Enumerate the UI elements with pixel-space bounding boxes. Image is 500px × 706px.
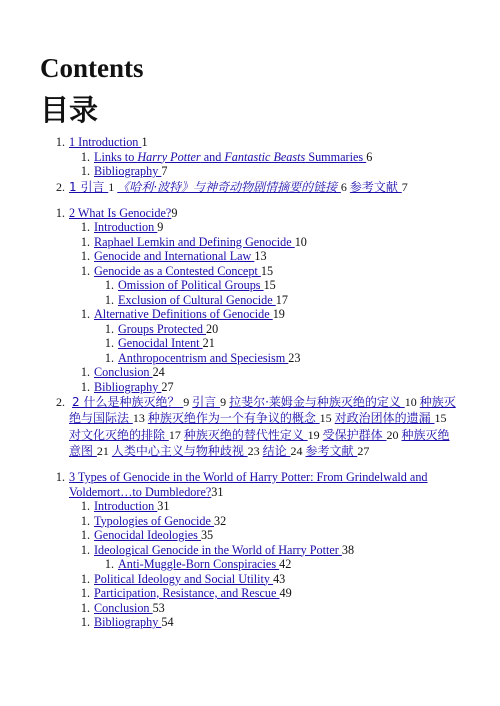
list-number: 1. — [80, 220, 90, 235]
list-number: 1. — [104, 278, 114, 293]
list-number: 1. — [80, 528, 90, 543]
toc-link[interactable]: Anti-Muggle-Born Conspiracies — [118, 557, 280, 572]
page-number: 9 — [157, 220, 164, 235]
toc-link-cn[interactable]: 《哈利·波特》与神奇动物剧情摘要的链接 — [117, 179, 341, 194]
toc-link-chapter-1[interactable]: 1 Introduction — [69, 135, 142, 149]
toc-link-cn[interactable]: 引言 — [192, 395, 221, 410]
list-number: 2. — [56, 179, 65, 194]
list-number: 1. — [80, 542, 90, 557]
toc-link-chapter-3[interactable]: 3 Types of Genocide in the World of Harry Potter: From Grindelwald and Voldemort…to Dumbledore? — [69, 470, 428, 499]
page-number: 15 — [260, 263, 274, 278]
link-text: Summaries — [305, 149, 367, 164]
list-number: 1. — [80, 586, 90, 601]
toc-link[interactable]: Political Ideology and Social Utility — [94, 571, 274, 586]
page-number: 19 — [307, 427, 320, 442]
page-number: 13 — [254, 249, 267, 264]
page-number: 21 — [96, 443, 109, 458]
page-number: 13 — [132, 411, 145, 426]
page-number: 10 — [404, 395, 417, 410]
list-number: 1. — [104, 336, 114, 351]
list-number: 1. — [80, 499, 90, 514]
page-number: 31 — [157, 499, 170, 514]
list-number: 1. — [80, 234, 90, 249]
page-number: 49 — [279, 586, 292, 601]
toc-entry — [40, 322, 460, 337]
toc-link-bibliography[interactable]: Bibliography — [94, 164, 162, 178]
toc-link[interactable]: Bibliography — [94, 615, 162, 630]
toc-entry — [40, 499, 460, 514]
toc-link-cn[interactable]: 种族灭绝意图 — [69, 427, 450, 458]
toc-entry — [40, 528, 460, 543]
list-number: 1. — [80, 307, 90, 322]
page-number: 20 — [206, 321, 219, 336]
list-number: 1. — [80, 149, 90, 164]
link-text-italic: Harry Potter — [137, 149, 201, 164]
toc-link-cn[interactable]: 种族灭绝的替代性定义 — [183, 427, 308, 442]
list-number: 1. — [80, 571, 90, 586]
toc-link-chapter-2[interactable]: 2 What Is Genocide? — [69, 205, 172, 220]
page-number: 24 — [290, 443, 303, 458]
toc-link[interactable]: Omission of Political Groups — [118, 278, 264, 293]
page-number: 20 — [386, 427, 399, 442]
list-number: 1. — [104, 350, 114, 365]
page-number: 27 — [357, 443, 370, 458]
list-number: 1. — [80, 263, 90, 278]
list-number: 2. — [56, 395, 65, 410]
contents-page — [40, 52, 460, 630]
page-number: 19 — [272, 307, 285, 322]
toc-link[interactable]: Bibliography — [94, 379, 162, 394]
toc-link[interactable]: Participation, Resistance, and Rescue — [94, 586, 280, 601]
toc-entry — [40, 249, 460, 264]
page-number: 21 — [202, 336, 215, 351]
toc-link[interactable]: Exclusion of Cultural Genocide — [118, 292, 276, 307]
toc-link-cn[interactable]: 对文化灭绝的排除 — [69, 427, 169, 442]
list-number: 1. — [80, 379, 90, 394]
toc-link[interactable]: Genocide as a Contested Concept — [94, 263, 261, 278]
page-number: 38 — [341, 542, 355, 557]
toc-chapter-1 — [40, 135, 460, 150]
list-number: 1. — [80, 164, 90, 178]
toc-link-cn[interactable]: 受保护群体 — [322, 427, 387, 442]
page-number: 53 — [152, 600, 165, 615]
page-number: 6 — [340, 179, 347, 194]
toc-link-cn[interactable]: 对政治团体的遗漏 — [334, 411, 435, 426]
toc-link[interactable]: Genocide and International Law — [94, 249, 255, 264]
table-of-contents — [40, 135, 460, 630]
page-number: 1 — [108, 179, 115, 194]
spacer — [40, 459, 460, 470]
page-number: 24 — [152, 365, 165, 380]
page-number: 15 — [263, 278, 276, 293]
page-number: 9 — [171, 205, 178, 220]
page-number: 32 — [213, 513, 227, 528]
toc-entry — [40, 380, 460, 395]
page-number: 42 — [279, 557, 292, 572]
toc-entry — [40, 307, 460, 322]
toc-link[interactable]: Introduction — [94, 499, 158, 514]
list-number: 1. — [104, 557, 114, 572]
toc-link-cn[interactable]: 结论 — [262, 443, 291, 458]
toc-entry — [40, 293, 460, 308]
toc-entry — [40, 164, 460, 179]
page-number: 17 — [168, 427, 181, 442]
toc-link[interactable]: Ideological Genocide in the World of Harry Potter — [94, 542, 342, 557]
toc-link-cn[interactable]: 参考文献 — [349, 179, 402, 194]
contents-heading-chinese: 目录 — [40, 93, 99, 127]
page-number: 27 — [161, 379, 174, 394]
toc-entry — [40, 278, 460, 293]
page-number: 15 — [319, 411, 332, 426]
link-text: and — [200, 149, 225, 164]
list-number: 1. — [55, 205, 65, 220]
toc-link[interactable]: Raphael Lemkin and Defining Genocide — [94, 234, 295, 249]
toc-entry — [40, 365, 460, 380]
toc-link[interactable]: Genocidal Intent — [118, 336, 203, 351]
toc-entry — [40, 264, 460, 279]
toc-link[interactable]: Conclusion — [94, 600, 153, 615]
page-number: 31 — [211, 484, 224, 499]
toc-chapter-2-chinese — [40, 394, 460, 459]
toc-entry — [40, 514, 460, 529]
toc-entry — [40, 351, 460, 366]
link-text-italic: Fantastic Beasts — [224, 149, 306, 164]
list-number: 1. — [80, 249, 90, 264]
toc-link[interactable]: Anthropocentrism and Speciesism — [118, 350, 289, 365]
link-text: Links to — [94, 149, 138, 164]
contents-heading: Contents — [40, 53, 144, 83]
page-number: 23 — [247, 443, 260, 458]
toc-chapter-3 — [40, 470, 460, 499]
page-number: 54 — [161, 615, 174, 630]
list-number: 1. — [104, 292, 114, 307]
toc-link-cn[interactable]: 种族灭绝作为一个有争议的概念 — [147, 411, 320, 426]
page-number: 6 — [366, 149, 373, 164]
toc-entry — [40, 586, 460, 601]
toc-link-cn[interactable]: 1 引言 — [69, 179, 109, 194]
page-number: 35 — [200, 528, 214, 543]
page-number: 23 — [288, 350, 301, 365]
list-number: 1. — [55, 470, 65, 485]
toc-entry — [40, 615, 460, 630]
toc-link-cn[interactable]: 2 什么是种族灭绝？ — [72, 395, 184, 410]
list-number: 1. — [80, 365, 90, 380]
list-number: 1. — [55, 135, 65, 149]
toc-link[interactable]: Genocidal Ideologies — [94, 528, 201, 543]
spacer — [40, 195, 460, 206]
toc-entry — [40, 220, 460, 235]
page-number: 9 — [220, 395, 227, 410]
toc-entry — [40, 150, 460, 165]
toc-entry — [40, 336, 460, 351]
page-number: 7 — [401, 179, 408, 194]
toc-link-cn[interactable]: 参考文献 — [305, 443, 358, 458]
toc-entry — [40, 601, 460, 616]
toc-link[interactable]: Introduction — [94, 220, 158, 235]
toc-entry — [40, 235, 460, 250]
list-number: 1. — [104, 321, 114, 336]
page-number: 7 — [161, 164, 168, 178]
toc-link[interactable]: Typologies of Genocide — [94, 513, 214, 528]
toc-link[interactable]: Groups Protected — [118, 321, 207, 336]
page-number: 1 — [141, 135, 148, 149]
toc-link-cn[interactable]: 人类中心主义与物种歧视 — [111, 443, 248, 458]
page-number: 17 — [275, 292, 288, 307]
toc-link-cn[interactable]: 拉斐尔·莱姆金与种族灭绝的定义 — [229, 395, 405, 410]
page-number: 10 — [294, 234, 307, 249]
toc-chapter-2 — [40, 206, 460, 221]
page-number: 43 — [273, 571, 286, 586]
page-number: 15 — [434, 411, 447, 426]
list-number: 1. — [80, 615, 90, 630]
chapter-3-entries — [40, 499, 460, 630]
toc-chapter-1-chinese — [40, 179, 460, 195]
toc-link[interactable]: Alternative Definitions of Genocide — [94, 307, 273, 322]
toc-entry — [40, 572, 460, 587]
toc-entry — [40, 543, 460, 558]
list-number: 1. — [80, 513, 90, 528]
toc-link-cn[interactable]: 种族灭绝与国际法 — [69, 395, 456, 426]
toc-link[interactable]: Conclusion — [94, 365, 153, 380]
page-number: 9 — [183, 395, 190, 410]
toc-link-summaries[interactable] — [94, 150, 366, 164]
chapter-2-entries — [40, 220, 460, 394]
list-number: 1. — [80, 600, 90, 615]
toc-entry — [40, 557, 460, 572]
